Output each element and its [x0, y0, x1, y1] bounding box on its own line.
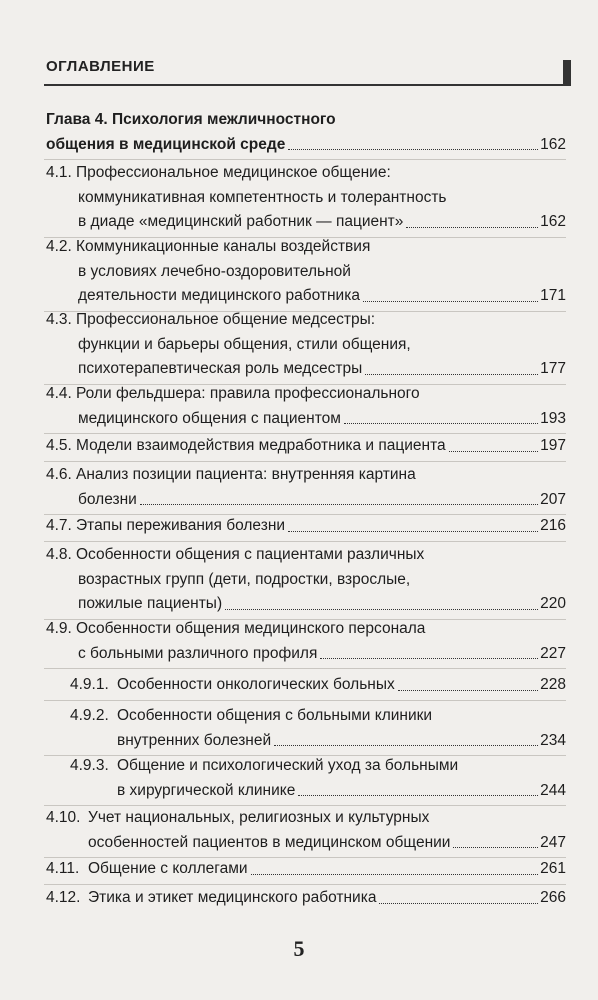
toc-entry-title-line: в условиях лечебно-оздоровительной — [78, 262, 351, 280]
toc-entry-title-line: Глава 4. Психология межличностного — [46, 111, 336, 128]
toc-leader — [363, 284, 566, 308]
leader-dots — [453, 847, 538, 848]
toc-entry-number: 4.8. — [46, 546, 72, 563]
toc-entry-title-line: коммуникативная компетентность и толерантность — [78, 188, 447, 206]
header-rule — [44, 84, 566, 86]
toc-page-number: 162 — [540, 135, 566, 153]
toc-leader — [344, 407, 566, 431]
toc-leader — [365, 357, 566, 381]
toc-leader — [320, 642, 566, 666]
toc-entry-title-line: в диаде «медицинский работник — пациент» — [78, 213, 404, 230]
header-bar — [563, 60, 571, 86]
toc-page-number: 228 — [540, 676, 566, 693]
toc-page-number: 197 — [540, 437, 566, 454]
toc-entry-number: 4.6. — [46, 466, 72, 483]
section-header: ОГЛАВЛЕНИЕ — [46, 58, 155, 75]
leader-dots — [225, 609, 538, 610]
toc-entry-title-line: Общение и психологический уход за больными — [117, 757, 459, 774]
toc-page-number: 216 — [540, 517, 566, 534]
toc-leader — [453, 831, 566, 855]
toc-page-number: 162 — [540, 213, 566, 230]
toc-leader — [288, 133, 566, 157]
toc-entry-title-line: болезни — [78, 490, 137, 508]
toc-entry-number: 4.9. — [46, 620, 72, 637]
leader-dots — [398, 690, 538, 691]
toc-entry-number: 4.5. — [46, 437, 72, 454]
toc-separator — [44, 668, 566, 669]
toc-entry-title-line: Анализ позиции пациента: внутренняя картина — [76, 466, 416, 483]
toc-page-number: 247 — [540, 833, 566, 851]
toc-page-number: 177 — [540, 360, 566, 377]
toc-page-number: 244 — [540, 781, 566, 799]
toc-entry-title-line: возрастных групп (дети, подростки, взрослые, — [78, 570, 411, 588]
toc-entry-number: 4.9.3. — [70, 757, 109, 774]
toc-entry-title-line: Модели взаимодействия медработника и пациента — [76, 437, 446, 454]
toc-entry-title-line: пожилые пациенты) — [78, 595, 223, 612]
toc-entry-number: 4.2. — [46, 238, 72, 255]
leader-dots — [288, 531, 538, 532]
toc-separator — [44, 541, 566, 542]
toc-entry-title-line: Особенности общения медицинского персонала — [76, 620, 426, 637]
toc-entry-title-line: Учет национальных, религиозных и культурных — [88, 809, 430, 826]
toc-entry-number: 4.9.2. — [70, 707, 109, 724]
leader-dots — [320, 658, 538, 659]
toc-page-number: 234 — [540, 731, 566, 749]
leader-dots — [274, 745, 538, 746]
toc-entry-number: 4.4. — [46, 385, 72, 402]
page-number: 5 — [293, 936, 305, 961]
leader-dots — [298, 795, 538, 796]
toc-leader — [288, 514, 566, 538]
toc-entry-number: 4.12. — [46, 889, 81, 906]
toc-leader — [449, 434, 566, 458]
toc-entry-title-line: Профессиональное медицинское общение: — [76, 164, 391, 181]
toc-entry-title-line: медицинского общения с пациентом — [78, 409, 341, 427]
toc-entry-title-line: внутренних болезней — [117, 731, 272, 749]
toc-entry-title-line: общения в медицинской среде — [46, 135, 286, 153]
toc-leader — [140, 488, 566, 512]
toc-page-number: 193 — [540, 409, 566, 427]
toc-entry-title-line: Профессиональное общение медсестры: — [76, 311, 376, 328]
toc-entry-title-line: Особенности общения с пациентами различных — [76, 546, 425, 563]
toc-entry-title-line: Особенности онкологических больных — [117, 676, 395, 693]
toc-entry-title-line: Этапы переживания болезни — [76, 517, 286, 534]
toc-leader — [406, 210, 566, 234]
leader-dots — [449, 451, 538, 452]
leader-dots — [365, 374, 538, 375]
leader-dots — [251, 874, 539, 875]
toc-entry-number: 4.1. — [46, 164, 72, 181]
toc-entry-title-line: функции и барьеры общения, стили общения, — [78, 335, 411, 353]
toc-page-number: 207 — [540, 490, 566, 508]
toc-separator — [44, 159, 566, 160]
toc-leader — [225, 592, 566, 616]
toc-entry-number: 4.7. — [46, 517, 72, 534]
toc-entry-number: 4.9.1. — [70, 676, 109, 693]
toc-entry-title-line: Общение с коллегами — [88, 860, 248, 877]
leader-dots — [406, 227, 538, 228]
leader-dots — [379, 903, 538, 904]
toc-separator — [44, 700, 566, 701]
toc-separator — [44, 884, 566, 885]
toc-separator — [44, 461, 566, 462]
toc-entry-title-line: деятельности медицинского работника — [78, 287, 360, 304]
toc-entry-number: 4.10. — [46, 809, 81, 826]
toc-page-number: 261 — [540, 860, 566, 877]
leader-dots — [363, 301, 538, 302]
toc-entry-title-line: психотерапевтическая роль медсестры — [78, 360, 363, 377]
toc-leader — [379, 886, 566, 910]
toc-leader — [274, 729, 566, 753]
toc-entry-title-line: особенностей пациентов в медицинском общении — [88, 833, 451, 851]
toc-entry-number: 4.3. — [46, 311, 72, 328]
toc-entry-number: 4.11. — [46, 860, 80, 877]
toc-page-number: 266 — [540, 889, 566, 906]
toc-entry-title-line: Роли фельдшера: правила профессионального — [76, 385, 420, 402]
toc-leader — [251, 857, 566, 881]
toc-page-number: 227 — [540, 644, 566, 662]
toc-page-number: 220 — [540, 595, 566, 612]
leader-dots — [344, 423, 538, 424]
toc-leader — [298, 779, 566, 803]
toc-entry-title-line: Коммуникационные каналы воздействия — [76, 238, 371, 255]
toc-entry-title-line: в хирургической клинике — [117, 781, 296, 799]
toc-entry-title-line: Особенности общения с больными клиники — [117, 707, 433, 724]
toc-page-number: 171 — [540, 287, 566, 304]
leader-dots — [140, 504, 538, 505]
leader-dots — [288, 149, 538, 150]
toc-entry-title-line: с больными различного профиля — [78, 644, 318, 662]
toc-leader — [398, 673, 566, 697]
toc-entry-title-line: Этика и этикет медицинского работника — [88, 889, 377, 906]
